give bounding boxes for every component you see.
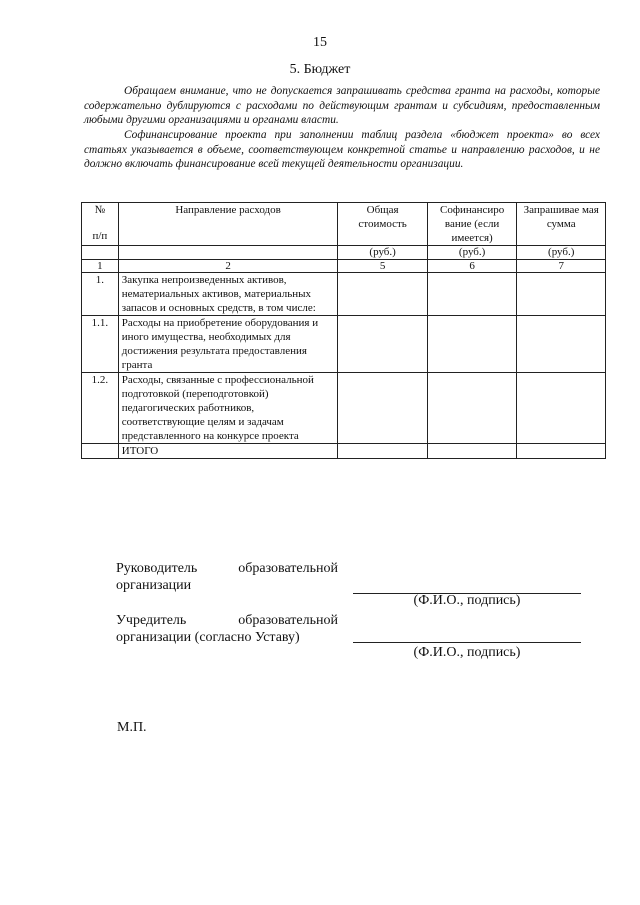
row-num: 1.1. [82, 316, 119, 373]
column-number: 7 [517, 260, 606, 273]
signature-founder-role [116, 612, 338, 646]
signature-founder-caption: (Ф.И.О., подпись) [413, 645, 521, 660]
total-row-cofinancing-cell[interactable] [427, 444, 517, 459]
total-row-total-cell[interactable] [338, 444, 427, 459]
total-row [82, 444, 606, 459]
budget-table [81, 202, 606, 459]
note-cofinancing: Софинансирование проекта при заполнении таблиц раздела «бюджет проекта» во всех статьях указывается в объеме, соответствующем конкретной статье и направлению расходов, и не должно включать финансирование всей текущей деятельности организации. [84, 129, 600, 171]
signature-head-role [116, 560, 338, 594]
header-num [82, 203, 119, 246]
header-cofinancing: Софинансиро вание (если имеется) [427, 203, 517, 246]
header-num-label: № [94, 204, 106, 216]
table-header-row [82, 203, 606, 246]
unit-total: (руб.) [338, 246, 427, 260]
column-numbers-row [82, 260, 606, 273]
total-row-num [82, 444, 119, 459]
table-row [82, 316, 606, 373]
signature-founder-role-line1: Учредитель образовательной [116, 613, 338, 628]
row-num: 1.2. [82, 373, 119, 444]
row-direction: Расходы, связанные с профессиональной подготовкой (переподготовкой) педагогических работников, соответствующие целям и задачам представленного на конкурсе проекта [118, 373, 338, 444]
total-row-label: ИТОГО [118, 444, 338, 459]
column-number: 5 [338, 260, 427, 273]
units-empty-direction [118, 246, 338, 260]
row-total-cell[interactable] [338, 316, 427, 373]
unit-cofinancing: (руб.) [427, 246, 517, 260]
header-direction: Направление расходов [118, 203, 338, 246]
header-num-sub: п/п [92, 230, 108, 242]
units-empty-num [82, 246, 119, 260]
section-title: 5. Бюджет [289, 62, 351, 77]
row-total-cell[interactable] [338, 373, 427, 444]
note-grant-duplication: Обращаем внимание, что не допускается запрашивать средства гранта на расходы, которые содержательно дублируются с расходами по действующим грантам и субсидиям, предоставленным любыми другими организациями и органами власти. [84, 85, 600, 127]
row-cofinancing-cell[interactable] [427, 373, 517, 444]
row-direction: Закупка непроизведенных активов, нематериальных активов, материальных запасов и основных средств, в том числе: [118, 273, 338, 316]
row-total-cell[interactable] [338, 273, 427, 316]
row-requested-cell[interactable] [517, 273, 606, 316]
row-requested-cell[interactable] [517, 373, 606, 444]
signature-founder-line[interactable] [353, 642, 581, 643]
row-cofinancing-cell[interactable] [427, 273, 517, 316]
header-total: Общая стоимость [338, 203, 427, 246]
signature-head-role-line2: организации [116, 578, 192, 593]
units-row [82, 246, 606, 260]
header-requested: Запрашивае мая сумма [517, 203, 606, 246]
row-requested-cell[interactable] [517, 316, 606, 373]
page-number: 15 [313, 35, 327, 50]
column-number: 2 [118, 260, 338, 273]
row-direction: Расходы на приобретение оборудования и иного имущества, необходимых для достижения результата предоставления гранта [118, 316, 338, 373]
signature-founder-role-line2: организации (согласно Уставу) [116, 630, 300, 645]
stamp-place: М.П. [117, 720, 147, 735]
signature-head-caption: (Ф.И.О., подпись) [413, 593, 521, 608]
column-number: 1 [82, 260, 119, 273]
row-cofinancing-cell[interactable] [427, 316, 517, 373]
total-row-requested-cell[interactable] [517, 444, 606, 459]
row-num: 1. [82, 273, 119, 316]
signature-head-role-line1: Руководитель образовательной [116, 561, 338, 576]
table-row [82, 273, 606, 316]
table-row [82, 373, 606, 444]
unit-requested: (руб.) [517, 246, 606, 260]
column-number: 6 [427, 260, 517, 273]
